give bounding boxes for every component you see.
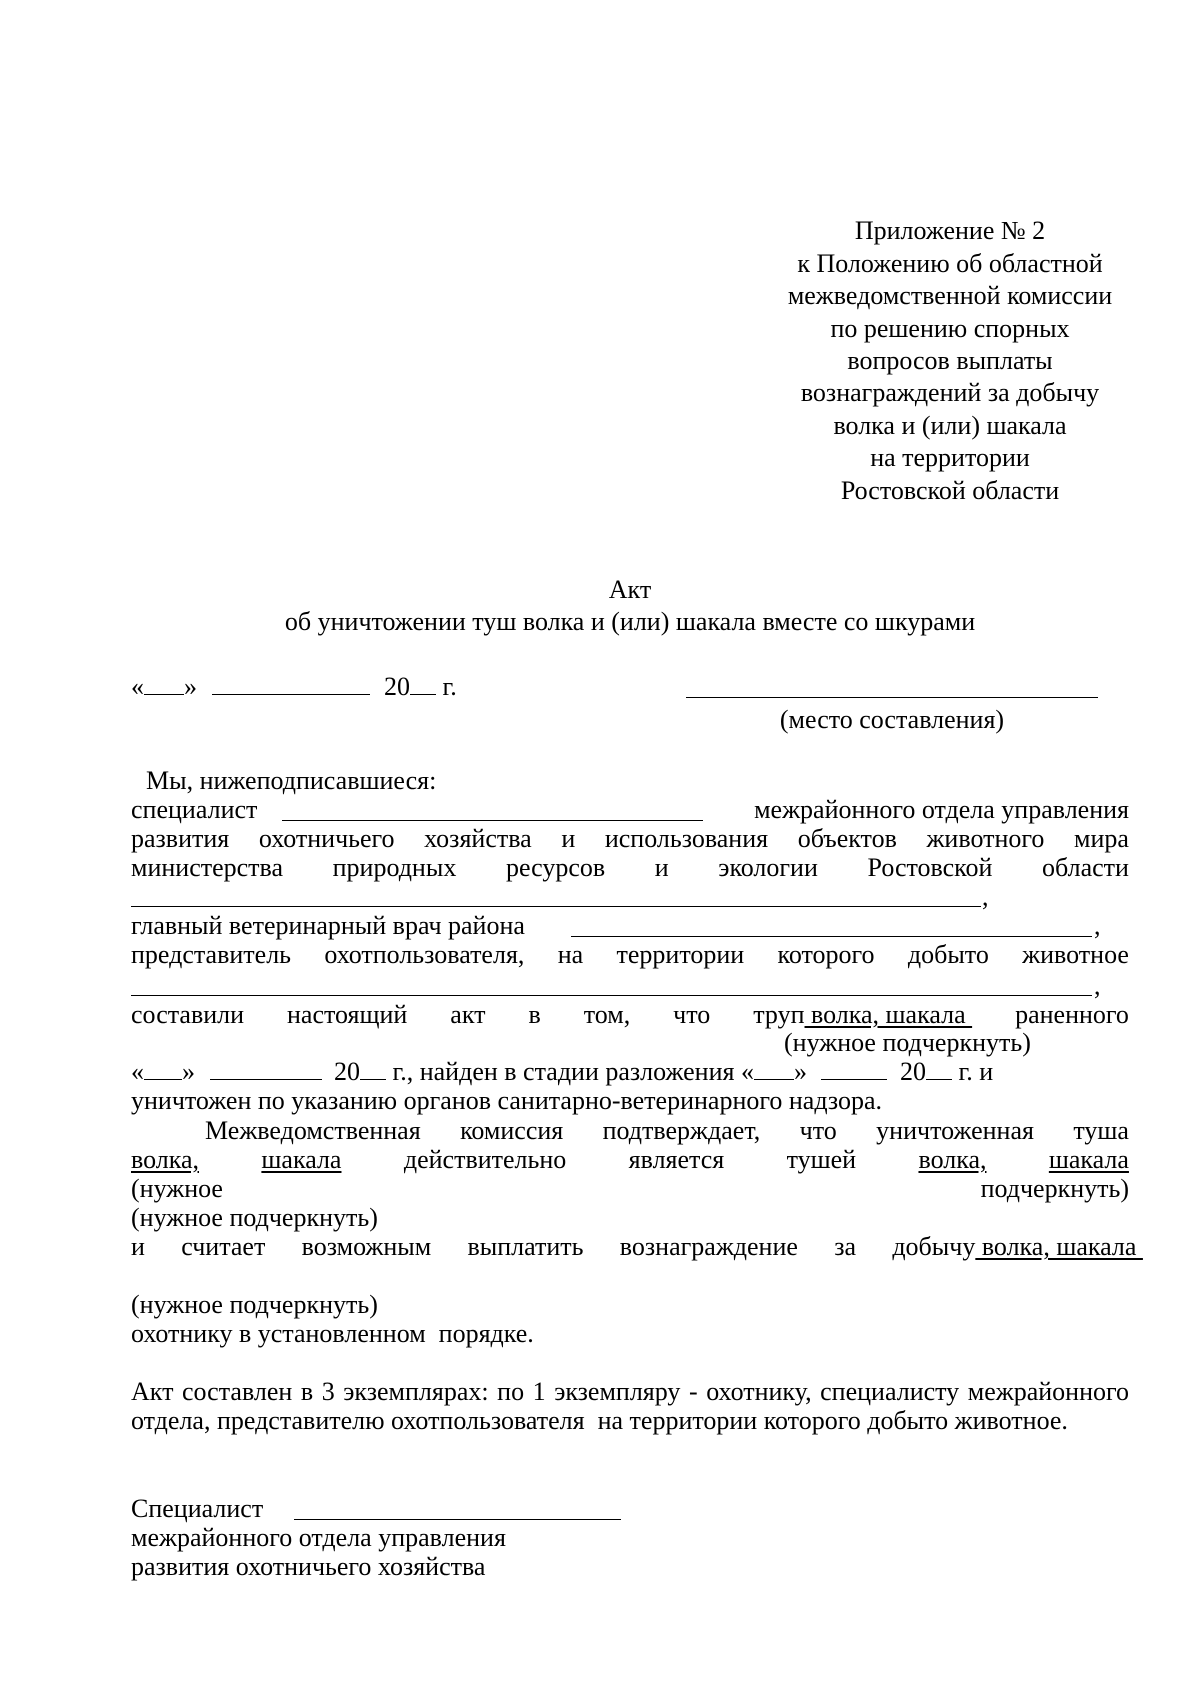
vet-blank xyxy=(571,936,1092,937)
comma: , xyxy=(1094,911,1101,940)
place-blank xyxy=(686,697,1098,698)
word: ресурсов xyxy=(505,853,606,882)
underlined-word: шакала xyxy=(261,1145,342,1174)
word: вознаграждение xyxy=(619,1232,798,1261)
day-blank xyxy=(144,672,184,695)
word: труп xyxy=(753,1000,805,1029)
found-line xyxy=(131,1057,993,1087)
found-middle: г., найден в стадии разложения « xyxy=(386,1057,754,1086)
copies-text: Акт составлен в 3 экземплярах: по 1 экземпляру - охотнику, специалисту межрайонного отдела, представителю охотпользователя на территории которого добыто животное. xyxy=(131,1377,1136,1435)
word: Ростовской xyxy=(867,853,993,882)
comma: , xyxy=(982,882,989,911)
word: добычу xyxy=(892,1232,976,1261)
body-line-3 xyxy=(131,853,1129,883)
underlined-word: волка, xyxy=(918,1145,987,1174)
word: использования xyxy=(604,824,769,853)
word: добыто xyxy=(907,940,989,969)
comma: , xyxy=(1094,971,1101,1000)
appendix-line-3: межведомственной комиссии xyxy=(787,281,1113,310)
underlined-word: волка, xyxy=(131,1145,200,1174)
place-caption: (место составления) xyxy=(779,705,1005,734)
word: подчеркнуть) xyxy=(980,1174,1129,1203)
word: в xyxy=(528,1000,541,1029)
word: выплатить xyxy=(467,1232,584,1261)
year-prefix: 20 xyxy=(384,672,410,701)
word: объектов xyxy=(797,824,897,853)
word: территории xyxy=(616,940,745,969)
underlined-option: волка, шакала xyxy=(804,1000,973,1029)
appendix-line-6: вознаграждений за добычу xyxy=(800,378,1100,407)
user-line xyxy=(131,940,1129,970)
ministry-blank xyxy=(131,906,981,907)
signature-label: Специалист xyxy=(131,1494,264,1523)
word: акт xyxy=(450,1000,486,1029)
word: раненного xyxy=(1015,1000,1129,1029)
underline-note: (нужное подчеркнуть) xyxy=(131,1290,378,1319)
copies-paragraph xyxy=(131,1377,1136,1435)
underlined-option: волка, шакала xyxy=(975,1232,1143,1261)
word: тушей xyxy=(786,1145,857,1174)
word: и xyxy=(561,824,576,853)
underline-note: (нужное подчеркнуть) xyxy=(131,1203,378,1232)
word: министерства xyxy=(131,853,284,882)
word: охотпользователя, xyxy=(324,940,525,969)
appendix-line-9: Ростовской области xyxy=(840,476,1060,505)
specialist-tail: межрайонного отдела управления xyxy=(754,795,1129,824)
year-prefix: 20 xyxy=(899,1057,926,1086)
appendix-line-8: на территории xyxy=(870,443,1030,472)
word: том, xyxy=(583,1000,631,1029)
close-quote: » xyxy=(184,672,197,701)
month-blank xyxy=(210,1057,322,1080)
word: что xyxy=(799,1116,837,1145)
appendix-line-2: к Положению об областной xyxy=(797,249,1103,278)
word: экологии xyxy=(718,853,818,882)
word: и xyxy=(131,1232,145,1261)
word: за xyxy=(834,1232,857,1261)
vet-label: главный ветеринарный врач района xyxy=(131,911,525,940)
word: мира xyxy=(1074,824,1129,853)
appendix-line-5: вопросов выплаты xyxy=(847,346,1053,375)
hunter-line: охотнику в установленном порядке. xyxy=(131,1319,534,1348)
word: природных xyxy=(332,853,457,882)
word: туша xyxy=(1073,1116,1129,1145)
day-blank xyxy=(144,1057,182,1080)
specialist-label: специалист xyxy=(131,795,258,824)
payment-line xyxy=(131,1232,1143,1262)
word: области xyxy=(1042,853,1129,882)
open-quote: « xyxy=(131,672,144,701)
specialist-blank xyxy=(282,820,703,821)
word: и xyxy=(654,853,669,882)
word: возможным xyxy=(301,1232,432,1261)
word: что xyxy=(673,1000,711,1029)
month-blank xyxy=(821,1057,887,1080)
appendix-line-1: Приложение № 2 xyxy=(854,216,1046,245)
year-blank xyxy=(410,672,436,695)
word: уничтоженная xyxy=(876,1116,1034,1145)
word: подтверждает, xyxy=(602,1116,761,1145)
word: действительно xyxy=(403,1145,567,1174)
signature-line-3: развития охотничьего хозяйства xyxy=(131,1552,486,1581)
signature-line-2: межрайонного отдела управления xyxy=(131,1523,506,1552)
word: составили xyxy=(131,1000,245,1029)
body-line-2 xyxy=(131,824,1129,854)
found-tail: г. и xyxy=(951,1057,994,1086)
year-blank xyxy=(926,1057,952,1080)
close-quote: » xyxy=(182,1057,195,1086)
year-suffix: г. xyxy=(436,672,457,701)
word: развития xyxy=(131,824,230,853)
word: Межведомственная xyxy=(205,1116,421,1145)
act-line xyxy=(131,1000,1129,1030)
word: (нужное xyxy=(131,1174,223,1203)
underlined-word: шакала xyxy=(1048,1145,1129,1174)
destroyed-line: уничтожен по указанию органов санитарно-ветеринарного надзора. xyxy=(131,1086,883,1115)
appendix-line-7: волка и (или) шакала xyxy=(833,411,1067,440)
user-blank xyxy=(131,995,1092,996)
month-blank xyxy=(212,672,370,695)
word: настоящий xyxy=(287,1000,408,1029)
word: на xyxy=(557,940,584,969)
year-prefix: 20 xyxy=(334,1057,360,1086)
word: представитель xyxy=(131,940,292,969)
underline-note: (нужное подчеркнуть) xyxy=(784,1028,1031,1057)
document-title: Акт xyxy=(608,575,652,604)
commission-line xyxy=(205,1116,1129,1146)
close-quote: » xyxy=(793,1057,807,1086)
year-blank xyxy=(360,1057,386,1080)
open-quote: « xyxy=(131,1057,144,1086)
intro-line: Мы, нижеподписавшиеся: xyxy=(146,766,437,795)
split-note-line xyxy=(131,1174,1129,1204)
word: комиссия xyxy=(460,1116,564,1145)
word: считает xyxy=(181,1232,266,1261)
word: животного xyxy=(926,824,1045,853)
appendix-line-4: по решению спорных xyxy=(830,314,1070,343)
word: является xyxy=(628,1145,725,1174)
word: животное xyxy=(1022,940,1129,969)
word: охотничьего xyxy=(258,824,395,853)
confirm-line xyxy=(131,1145,1129,1175)
signature-blank xyxy=(294,1519,621,1520)
day-blank xyxy=(754,1057,794,1080)
word: хозяйства xyxy=(424,824,532,853)
word: которого xyxy=(777,940,875,969)
date-line xyxy=(131,672,457,702)
document-subtitle: об уничтожении туш волка и (или) шакала вместе со шкурами xyxy=(284,607,976,636)
